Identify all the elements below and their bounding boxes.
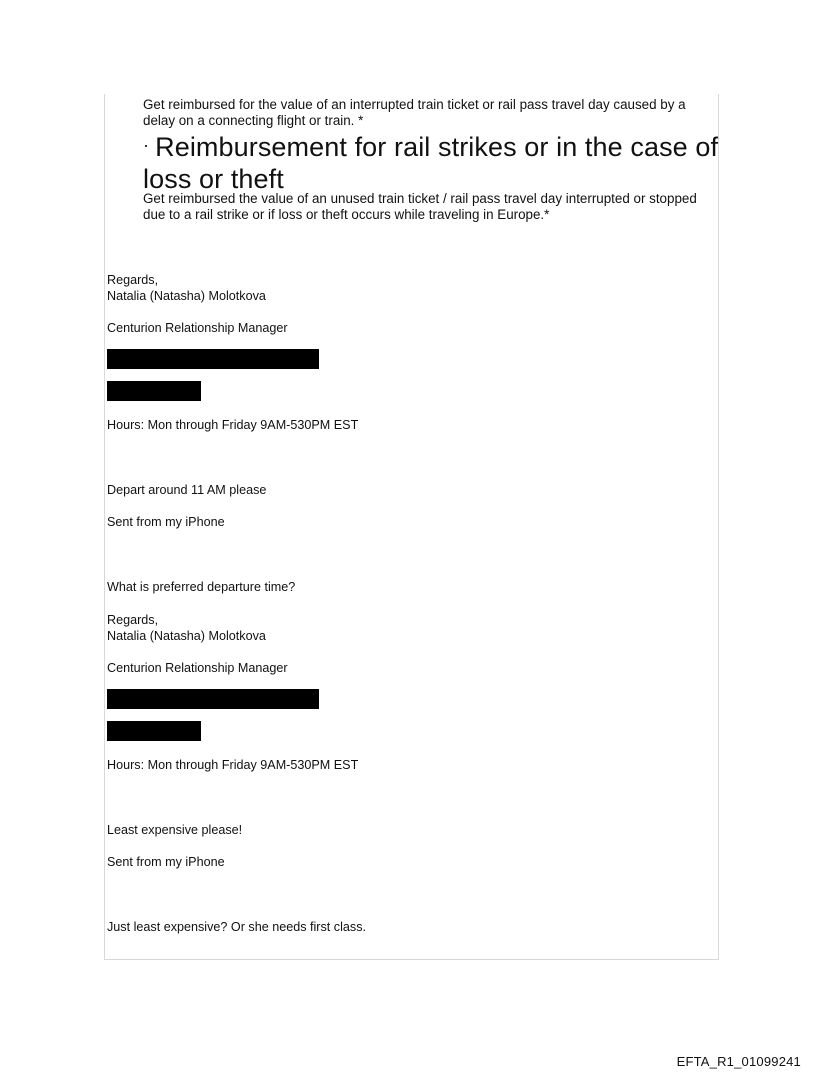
signature-name: Natalia (Natasha) Molotkova (107, 289, 266, 303)
message-departure-question: What is preferred departure time? (107, 580, 296, 594)
redaction-bar (107, 721, 201, 741)
signature-regards: Regards, (107, 273, 159, 287)
signature-title: Centurion Relationship Manager (107, 661, 288, 675)
sent-from-iphone: Sent from my iPhone (107, 515, 225, 529)
strike-heading-text: Reimbursement for rail strikes or in the case of loss or theft (143, 132, 719, 194)
strike-reimbursement-text: Get reimbursed the value of an unused train ticket / rail pass travel day interrupted or stopped due to a rail strike or if loss or theft occurs while traveling in Europe.* (143, 191, 697, 222)
sent-from-iphone: Sent from my iPhone (107, 855, 225, 869)
redaction-bar (107, 349, 319, 369)
redaction-bar (107, 689, 319, 709)
signature-name: Natalia (Natasha) Molotkova (107, 629, 266, 643)
signature-hours: Hours: Mon through Friday 9AM-530PM EST (107, 418, 359, 432)
message-depart-time: Depart around 11 AM please (107, 483, 267, 497)
signature-title: Centurion Relationship Manager (107, 321, 288, 335)
signature-regards: Regards, (107, 613, 159, 627)
bullet-icon: · (143, 135, 150, 155)
redaction-bar (107, 381, 201, 401)
strike-reimbursement-heading (143, 129, 723, 195)
signature-hours: Hours: Mon through Friday 9AM-530PM EST (107, 758, 359, 772)
delay-reimbursement-text: Get reimbursed for the value of an interrupted train ticket or rail pass travel day caused by a delay on a connecting flight or train. * (143, 97, 686, 128)
document-id: EFTA_R1_01099241 (676, 1054, 801, 1069)
message-first-class-question: Just least expensive? Or she needs first class. (107, 920, 366, 934)
message-least-expensive: Least expensive please! (107, 823, 243, 837)
